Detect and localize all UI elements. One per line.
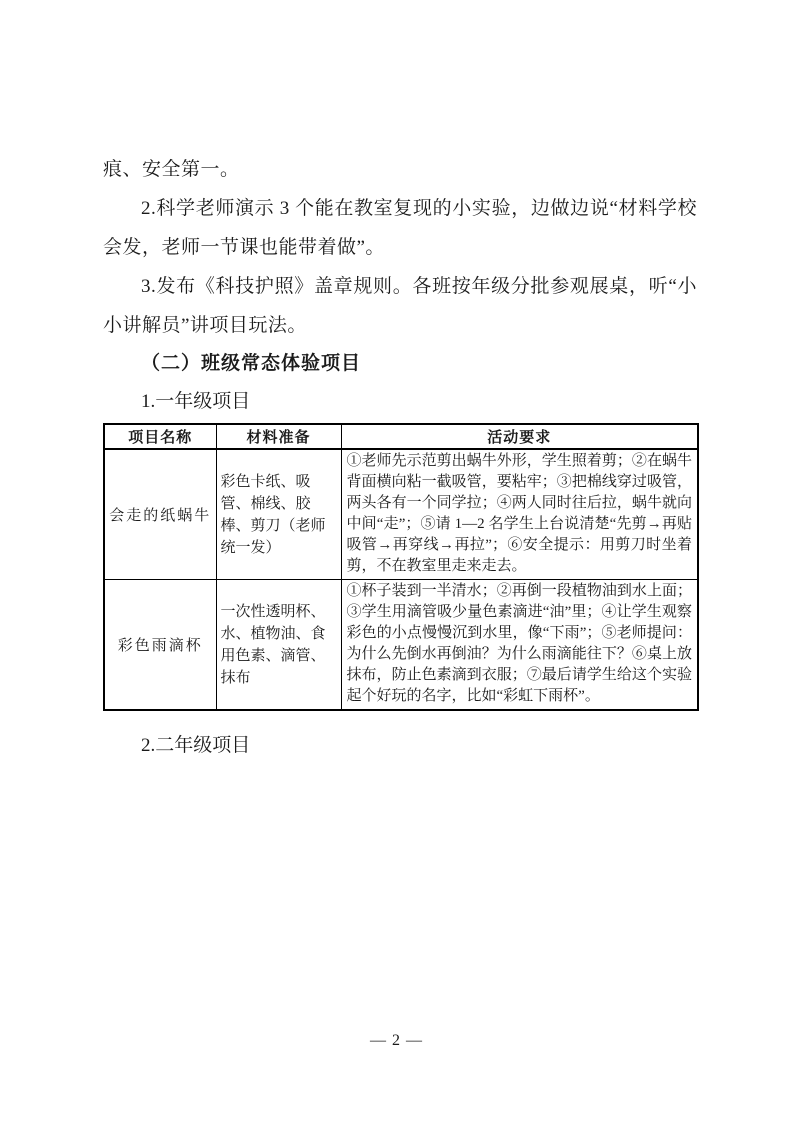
table-row [104, 449, 698, 580]
table-row [104, 580, 698, 711]
paragraph-item-3: 3.发布《科技护照》盖章规则。各班按年级分批参观展桌，听“小小讲解员”讲项目玩法。 [103, 276, 697, 336]
header-materials: 材料准备 [216, 424, 341, 449]
header-requirements: 活动要求 [341, 424, 698, 449]
page-content [103, 150, 697, 765]
section-heading: （二）班级常态体验项目 [141, 353, 362, 374]
subheading-grade1: 1.一年级项目 [141, 391, 251, 412]
project-name-cell: 彩色雨滴杯 [104, 580, 216, 711]
requirements-cell: ①老师先示范剪出蜗牛外形，学生照着剪；②在蜗牛背面横向粘一截吸管，要粘牢；③把棉线穿过吸管，两头各有一个同学拉；④两人同时往后拉，蜗牛就向中间“走”；⑤请 1—2 名学生上台说清楚“先剪→再贴吸管→再穿线→再拉”；⑥安全提示：用剪刀时坐着剪，不在教室里走来走去。 [341, 449, 698, 580]
page-number: — 2 — [370, 1032, 423, 1049]
table-header-row [104, 424, 698, 449]
subheading-grade2: 2.二年级项目 [141, 735, 251, 756]
paragraph-item-2: 2.科学老师演示 3 个能在教室复现的小实验，边做边说“材料学校会发，老师一节课也能带着做”。 [103, 198, 697, 258]
header-project-name: 项目名称 [104, 424, 216, 449]
project-name-cell: 会走的纸蜗牛 [104, 449, 216, 580]
project-table [103, 423, 699, 711]
materials-cell: 彩色卡纸、吸管、棉线、胶棒、剪刀（老师统一发） [216, 449, 341, 580]
materials-cell: 一次性透明杯、水、植物油、食用色素、滴管、抹布 [216, 580, 341, 711]
requirements-cell: ①杯子装到一半清水；②再倒一段植物油到水上面；③学生用滴管吸少量色素滴进“油”里；④让学生观察彩色的小点慢慢沉到水里，像“下雨”；⑤老师提问：为什么先倒水再倒油？为什么雨滴能往下？⑥桌上放抹布，防止色素滴到衣服；⑦最后请学生给这个实验起个好玩的名字，比如“彩虹下雨杯”。 [341, 580, 698, 711]
paragraph-continuation: 痕、安全第一。 [103, 159, 240, 180]
